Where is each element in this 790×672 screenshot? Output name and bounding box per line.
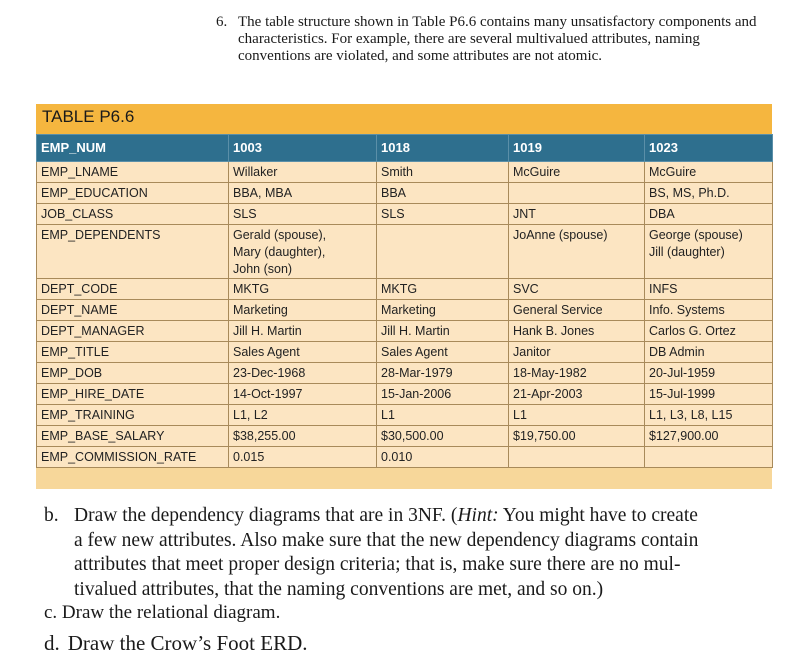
table-cell: 23-Dec-1968 (229, 363, 377, 384)
row-label: EMP_HIRE_DATE (37, 384, 229, 405)
row-label: EMP_LNAME (37, 162, 229, 183)
question-b-line-1-tail: You might have to create (498, 505, 698, 526)
row-label: JOB_CLASS (37, 204, 229, 225)
row-label: EMP_TITLE (37, 342, 229, 363)
table-cell: 21-Apr-2003 (509, 384, 645, 405)
row-label: EMP_DOB (37, 363, 229, 384)
table-row (37, 225, 773, 279)
table-cell: $127,900.00 (645, 426, 773, 447)
question-c-cropped (44, 602, 444, 623)
row-label: DEPT_NAME (37, 300, 229, 321)
question-b-text (74, 504, 774, 602)
question-d-text: Draw the Crow’s Foot ERD. (67, 631, 308, 655)
question-b-label: b. (44, 505, 59, 526)
table-cell (509, 447, 645, 468)
row-label: EMP_EDUCATION (37, 183, 229, 204)
table-cell: DB Admin (645, 342, 773, 363)
row-label: DEPT_CODE (37, 279, 229, 300)
table-cell: 1023 (645, 135, 773, 162)
table-cell: JNT (509, 204, 645, 225)
table-row (37, 342, 773, 363)
table-cell: 1019 (509, 135, 645, 162)
row-label: DEPT_MANAGER (37, 321, 229, 342)
table-cell: Smith (377, 162, 509, 183)
table-cell: $38,255.00 (229, 426, 377, 447)
table-cell: Info. Systems (645, 300, 773, 321)
table-cell: L1 (377, 405, 509, 426)
table-row (37, 162, 773, 183)
table-cell: 1018 (377, 135, 509, 162)
table-cell: $30,500.00 (377, 426, 509, 447)
table-cell: Marketing (377, 300, 509, 321)
question-b-line-3: attributes that meet proper design criteria; that is, make sure there are no mul- (74, 554, 681, 575)
question-b-line-1: Draw the dependency diagrams that are in 3NF. ( (74, 505, 458, 526)
table-body (37, 135, 773, 468)
table-cell: Carlos G. Ortez (645, 321, 773, 342)
table-row (37, 321, 773, 342)
question-6-text: The table structure shown in Table P6.6 contains many unsatisfactory components and characteristics. For example, there are several multivalued attributes, naming conventions are violated, and some attributes are not atomic. (238, 14, 757, 64)
table-cell: 20-Jul-1959 (645, 363, 773, 384)
table-cell: 18-May-1982 (509, 363, 645, 384)
table-cell: 15-Jul-1999 (645, 384, 773, 405)
question-6 (216, 14, 776, 65)
question-b-line-4: tivalued attributes, that the naming conventions are met, and so on.) (74, 578, 604, 600)
table-cell: BBA (377, 183, 509, 204)
table-header-row (37, 135, 773, 162)
table-cell: 0.015 (229, 447, 377, 468)
table-row (37, 204, 773, 225)
table-cell: General Service (509, 300, 645, 321)
table-cell: L1, L3, L8, L15 (645, 405, 773, 426)
table-cell: Marketing (229, 300, 377, 321)
question-b-hint: Hint: (457, 505, 499, 526)
row-label: EMP_TRAINING (37, 405, 229, 426)
table-cell: Jill H. Martin (377, 321, 509, 342)
table-cell: MKTG (229, 279, 377, 300)
table-cell: McGuire (509, 162, 645, 183)
row-label: EMP_COMMISSION_RATE (37, 447, 229, 468)
table-cell (509, 183, 645, 204)
table-cell: BS, MS, Ph.D. (645, 183, 773, 204)
table-row (37, 447, 773, 468)
table-cell: McGuire (645, 162, 773, 183)
table-row (37, 363, 773, 384)
table-cell (377, 225, 509, 279)
row-label: EMP_DEPENDENTS (37, 225, 229, 279)
table-row (37, 300, 773, 321)
table-cell: SLS (229, 204, 377, 225)
table-row (37, 426, 773, 447)
table-row (37, 405, 773, 426)
table-cell: BBA, MBA (229, 183, 377, 204)
table-cell: 1003 (229, 135, 377, 162)
table-cell: George (spouse) Jill (daughter) (645, 225, 773, 279)
row-label: EMP_NUM (37, 135, 229, 162)
table-title: TABLE P6.6 (36, 104, 772, 134)
employee-table (36, 134, 773, 468)
table-cell: Sales Agent (229, 342, 377, 363)
table-cell: MKTG (377, 279, 509, 300)
table-p6-6 (36, 104, 772, 489)
table-cell: DBA (645, 204, 773, 225)
table-cell: INFS (645, 279, 773, 300)
question-b (44, 504, 774, 602)
table-cell (645, 447, 773, 468)
table-cell: Janitor (509, 342, 645, 363)
table-cell: SVC (509, 279, 645, 300)
question-c-text: c. Draw the relational diagram. (44, 602, 281, 623)
table-cell: 0.010 (377, 447, 509, 468)
table-cell: Sales Agent (377, 342, 509, 363)
table-cell: 28-Mar-1979 (377, 363, 509, 384)
table-cell: L1 (509, 405, 645, 426)
table-cell: Willaker (229, 162, 377, 183)
question-b-line-2: a few new attributes. Also make sure that the new dependency diagrams contain (74, 529, 699, 551)
table-cell: SLS (377, 204, 509, 225)
table-cell: L1, L2 (229, 405, 377, 426)
table-cell: Jill H. Martin (229, 321, 377, 342)
table-row (37, 183, 773, 204)
table-cell: 14-Oct-1997 (229, 384, 377, 405)
table-cell: 15-Jan-2006 (377, 384, 509, 405)
row-label: EMP_BASE_SALARY (37, 426, 229, 447)
table-cell: $19,750.00 (509, 426, 645, 447)
table-cell: Hank B. Jones (509, 321, 645, 342)
question-6-number: 6. (216, 14, 228, 30)
table-cell: JoAnne (spouse) (509, 225, 645, 279)
table-cell: Gerald (spouse), Mary (daughter), John (son) (229, 225, 377, 279)
question-d-label: d. (44, 631, 60, 655)
table-row (37, 279, 773, 300)
table-row (37, 384, 773, 405)
question-d (44, 630, 308, 656)
